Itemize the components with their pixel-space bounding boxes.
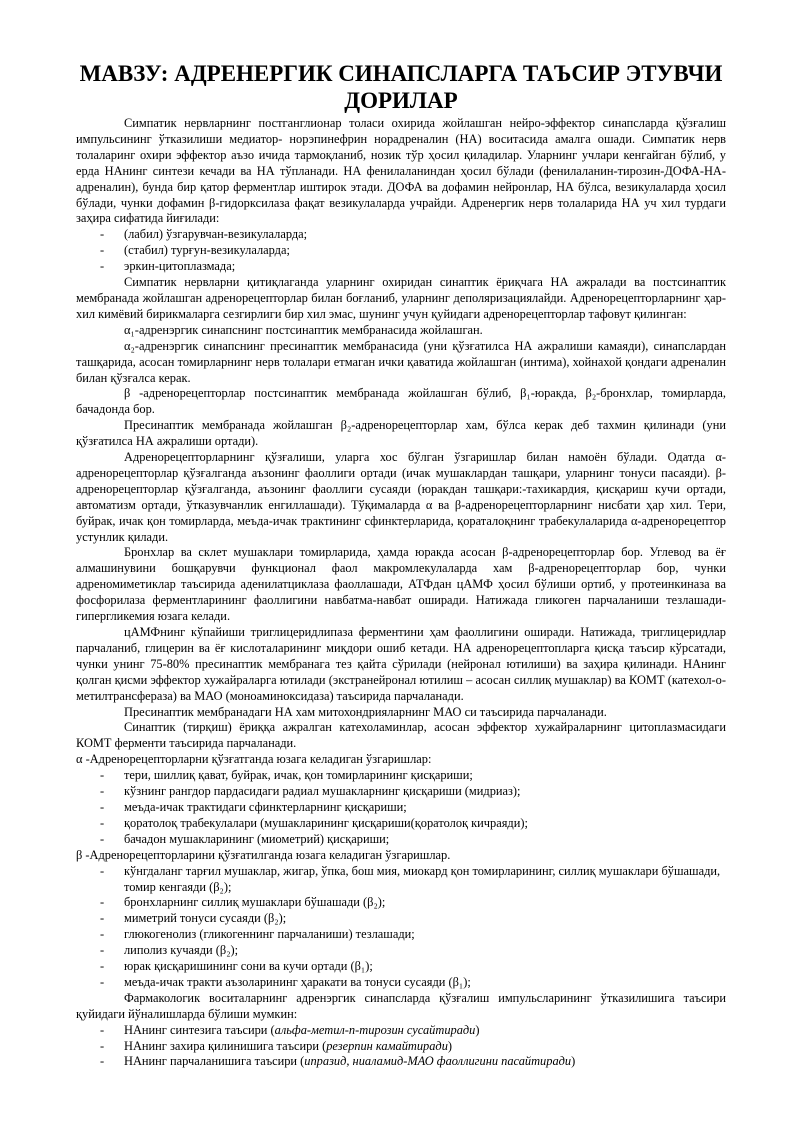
list-item-text: қоратолоқ трабекулалари (мушакларининг қисқариши(қоратолоқ кичраяди); xyxy=(124,815,528,830)
list-item-text: юрак қисқаришининг сони ва кучи ортади (β₁); xyxy=(124,959,373,974)
paragraph-intro: Симпатик нервларнинг постганглионар толаси охирида жойлашган нейро-эффектор синапсларда қўзғалиш импульсининг ўтказилиши медиатор- норэпинефрин норадреналин (НА) воситасида амалга ошади. Симпатик нерв толаларинг охири эффектор аъзо ичида тармоқланиб, нозик тўр ҳосил қиладилар. Уларнинг учлари кенгайган бўлиб, у ерда НАнинг синтези кечади ва НА тўпланади. НА фенилаланиндан ҳосил бўлади (фенилаланин-тирозин-ДОФА-НА-адреналин), бунда бир қатор ферментлар иштирок этади. ДОФА ва дофамин нейронлар, НА бўлса, везикулаларда ҳосил бўлади, чунки дофамин β-гидорксилаза фақат везикулаларда учрайди. Адренергик нерв толаларида НА уч хил турдаги заҳира сифатида йиғилади: xyxy=(76,116,726,226)
list-item-text: кўнгдаланг тарғил мушаклар, жигар, ўпка, бош мия, миокард қон томирларининг, силлиқ мушаклари бўшашади, томир кенгаяди (β₂); xyxy=(124,863,721,894)
alpha-heading: α -Адренорецепторларни қўзғатганда юзага келадиган ўзгаришлар: xyxy=(76,752,432,767)
list-item-text: бронхларнинг силлиқ мушаклари бўшашади (β₂); xyxy=(124,895,386,910)
list-item: - глюкогенолиз (гликогеннинг парчаланиши) тезлашади; xyxy=(100,927,415,942)
paragraph: Бронхлар ва склет мушаклари томирларида, ҳамда юракда асосан β-адренорецепторлар бор. Углевод ва ёғ алмашинувини бошқарувчи функционал фаол макромлекулаларда хам β-адренорецепторлар бор, чунки адреномиметиклар таъсирида аденилатциклаза фаоллашади, АТФдан цАМФ ҳосил бўлиши ортиб, у протеинкиназа ва фосфорилаза ферментларининг фаоллигини навбатма-навбат оширади. Натижада гликоген парчаланиши тезлашади-гипергликемия юзага келади. xyxy=(76,545,726,624)
paragraph: Фармакологик воситаларнинг адренэргик синапсларда қўзғалиш импульсларининг ўтказилишига таъсири қуйидаги йўналишларда бўлиши мумкин: xyxy=(76,990,726,1021)
paragraph: β -адренорецепторлар постсинаптик мембранада жойлашган бўлиб, β₁-юракда, β₂-бронхлар, томирларда, бачадонда бор. xyxy=(76,386,726,417)
beta-heading: β -Адренорецепторларини қўзғатилганда юзага келадиган ўзгаришлар. xyxy=(76,847,451,862)
list-item-text: миметрий тонуси сусаяди (β₂); xyxy=(124,911,287,926)
list-item: - меъда-ичак тракти аъзоларининг ҳаракати ва тонуси сусаяди (β₁); xyxy=(100,974,471,989)
list-item: - меъда-ичак трактидаги сфинктерларнинг қисқариши; xyxy=(100,799,407,814)
list-item: - НАнинг парчаланишига таъсири (ипразид, ниаламид-МАО фаоллигини пасайтиради) xyxy=(100,1054,576,1069)
list-item-text: (стабил) турғун-везикулаларда; xyxy=(124,243,290,258)
storage-list xyxy=(76,227,726,275)
list-item-text: кўзнинг рангдор пардасидаги радиал мушакларнинг қисқариши (мидриаз); xyxy=(124,784,521,799)
beta-effects-list xyxy=(76,864,726,991)
paragraph: Пресинаптик мембранада жойлашган β₂-адренорецепторлар хам, бўлса керак деб тахмин қилинади (уни қўзғатилса НА ажралиши ортади). xyxy=(76,418,726,449)
paragraph: α₂-адренэргик синапснинг пресинаптик мембранасида (уни қўзғатилса НА ажралиши камаяди), синапслардан ташқарида, асосан томирларнинг нерв толалари етмаган ички қаватида жойлашган (интима), хойнахой қондаги адреналин билан қўзғалса керак. xyxy=(76,338,726,385)
pharmacology-effects-list xyxy=(76,1023,726,1071)
list-item-text: эркин-цитоплазмада; xyxy=(124,259,236,274)
list-item-text: меъда-ичак тракти аъзоларининг ҳаракати ва тонуси сусаяди (β₁); xyxy=(124,974,471,989)
list-item-text: липолиз кучаяди (β₂); xyxy=(124,943,239,958)
page-title: МАВЗУ: АДРЕНЕРГИК СИНАПСЛАРГА ТАЪСИР ЭТУВЧИ ДОРИЛАР xyxy=(79,61,723,113)
list-item-text: НАнинг синтезига таъсири ( xyxy=(124,1022,275,1037)
paragraph: Адренорецепторларнинг қўзғалиши, уларга хос бўлган ўзгаришлар билан намоён бўлади. Одатда α-адренорецепторлар қўзғалганда аъзонинг фаоллиги ортади (ичак мушаклардан ташқари, уларнинг тонуси пасаяди). β-адренорецепторлар қўзғалганда, аъзонинг фаоллиги сусаяди (юракдан ташқари:-тахикардия, қисқариш кучи ортади, автоматизм ортади, ўтказувчанлик енгиллашади). Тўқималарда α ва β-адренорецепторларнинг нисбати ҳар хил. Тери, буйрак, ичак қон томирларда, меъда-ичак трактининг сфинктерларида, қораталоқнинг трабекулаларида α-адренорецептор устунлик қилади. xyxy=(76,450,726,544)
list-item-end: ) xyxy=(447,1038,453,1053)
list-item-text: (лабил) ўзгарувчан-везикулаларда; xyxy=(124,227,308,242)
list-item: - липолиз кучаяди (β₂); xyxy=(100,943,239,958)
list-item-italic: альфа-метил-п-тирозин сусайтиради xyxy=(274,1022,476,1037)
list-item: - кўнгдаланг тарғил мушаклар, жигар, ўпка, бош мия, миокард қон томирларининг, силлиқ мушаклари бўшашади, томир кенгаяди (β₂); xyxy=(100,863,721,894)
list-item: - НАнинг захира қилинишига таъсири (резерпин камайтиради) xyxy=(100,1038,453,1053)
list-item-end: ) xyxy=(571,1054,576,1069)
list-item: - (лабил) ўзгарувчан-везикулаларда; xyxy=(100,227,308,242)
list-item: - юрак қисқаришининг сони ва кучи ортади (β₁); xyxy=(100,959,373,974)
paragraph: Синаптик (тирқиш) ёриққа ажралган катехоламинлар, асосан эффектор хужайраларнинг цитоплазмасидаги КОМТ ферменти таъсирида парчаланади. xyxy=(76,720,726,751)
list-item-text: меъда-ичак трактидаги сфинктерларнинг қисқариши; xyxy=(124,799,407,814)
list-item-end: ) xyxy=(475,1022,480,1037)
list-item: - эркин-цитоплазмада; xyxy=(100,259,236,274)
list-item-text: бачадон мушакларининг (миометрий) қисқариши; xyxy=(124,831,390,846)
list-item: - кўзнинг рангдор пардасидаги радиал мушакларнинг қисқариши (мидриаз); xyxy=(100,784,521,799)
list-item-text: НАнинг захира қилинишига таъсири ( xyxy=(124,1038,327,1053)
list-item: - қоратолоқ трабекулалари (мушакларининг қисқариши(қоратолоқ кичраяди); xyxy=(100,815,528,830)
list-item-italic: резерпин камайтиради xyxy=(326,1038,448,1053)
list-item: - миметрий тонуси сусаяди (β₂); xyxy=(100,911,287,926)
list-item: - НАнинг синтезига таъсири (альфа-метил-п-тирозин сусайтиради) xyxy=(100,1022,480,1037)
list-item: - бачадон мушакларининг (миометрий) қисқариши; xyxy=(100,831,390,846)
list-item: - (стабил) турғун-везикулаларда; xyxy=(100,243,290,258)
paragraph: цАМФнинг кўпайиши триглицеридлипаза ферментини ҳам фаоллигини оширади. Натижада, триглицеридлар парчаланиб, глицерин ва ёғ кислоталарининг миқдори ошиб кетади. НА адренорецептопларга қисқа таъсир кўрсатади, чунки унинг 75-80% пресинаптик мембранага тез қайта сўрилади (нейронал ютилиши) ва заҳира қилинади. НАнинг қолган қисми эффектор хужайраларга ютилади (экстранейронал ютилиш – асосан силлиқ мушаклар) ва КОМТ (катехол-о-метилтрансфераза) ва МАО (моноаминоксидаза) таъсирида парчаланади. xyxy=(76,625,726,703)
list-item-text: глюкогенолиз (гликогеннинг парчаланиши) тезлашади; xyxy=(124,927,415,942)
alpha-effects-list xyxy=(76,768,726,848)
paragraph: α₁-адренэргик синапснинг постсинаптик мембранасида жойлашган. xyxy=(124,322,483,337)
list-item-italic: ипразид, ниаламид-МАО фаоллигини пасайтиради xyxy=(304,1054,572,1069)
paragraph: Симпатик нервларни қитиқлаганда уларнинг охиридан синаптик ёриқчага НА ажралади ва постсинаптик мембранада жойлашган адренорецепторлар билан боғланиб, уларнинг деполяризациялайди. Адренорецепторларнинг ҳар-хил кимёвий бирикмаларга сезгирлиги бир хил эмас, шунинг учун қуйидаги адренорецепторлар тафовут қилинган: xyxy=(76,275,726,321)
list-item-text: тери, шиллиқ қават, буйрак, ичак, қон томирларининг қисқариши; xyxy=(124,768,473,783)
list-item: - бронхларнинг силлиқ мушаклари бўшашади (β₂); xyxy=(100,895,386,910)
list-item-text: НАнинг парчаланишига таъсири ( xyxy=(124,1054,305,1069)
list-item: - тери, шиллиқ қават, буйрак, ичак, қон томирларининг қисқариши; xyxy=(100,768,473,783)
paragraph: Пресинаптик мембранадаги НА хам митохондрияларнинг МАО си таъсирида парчаланади. xyxy=(124,704,607,719)
